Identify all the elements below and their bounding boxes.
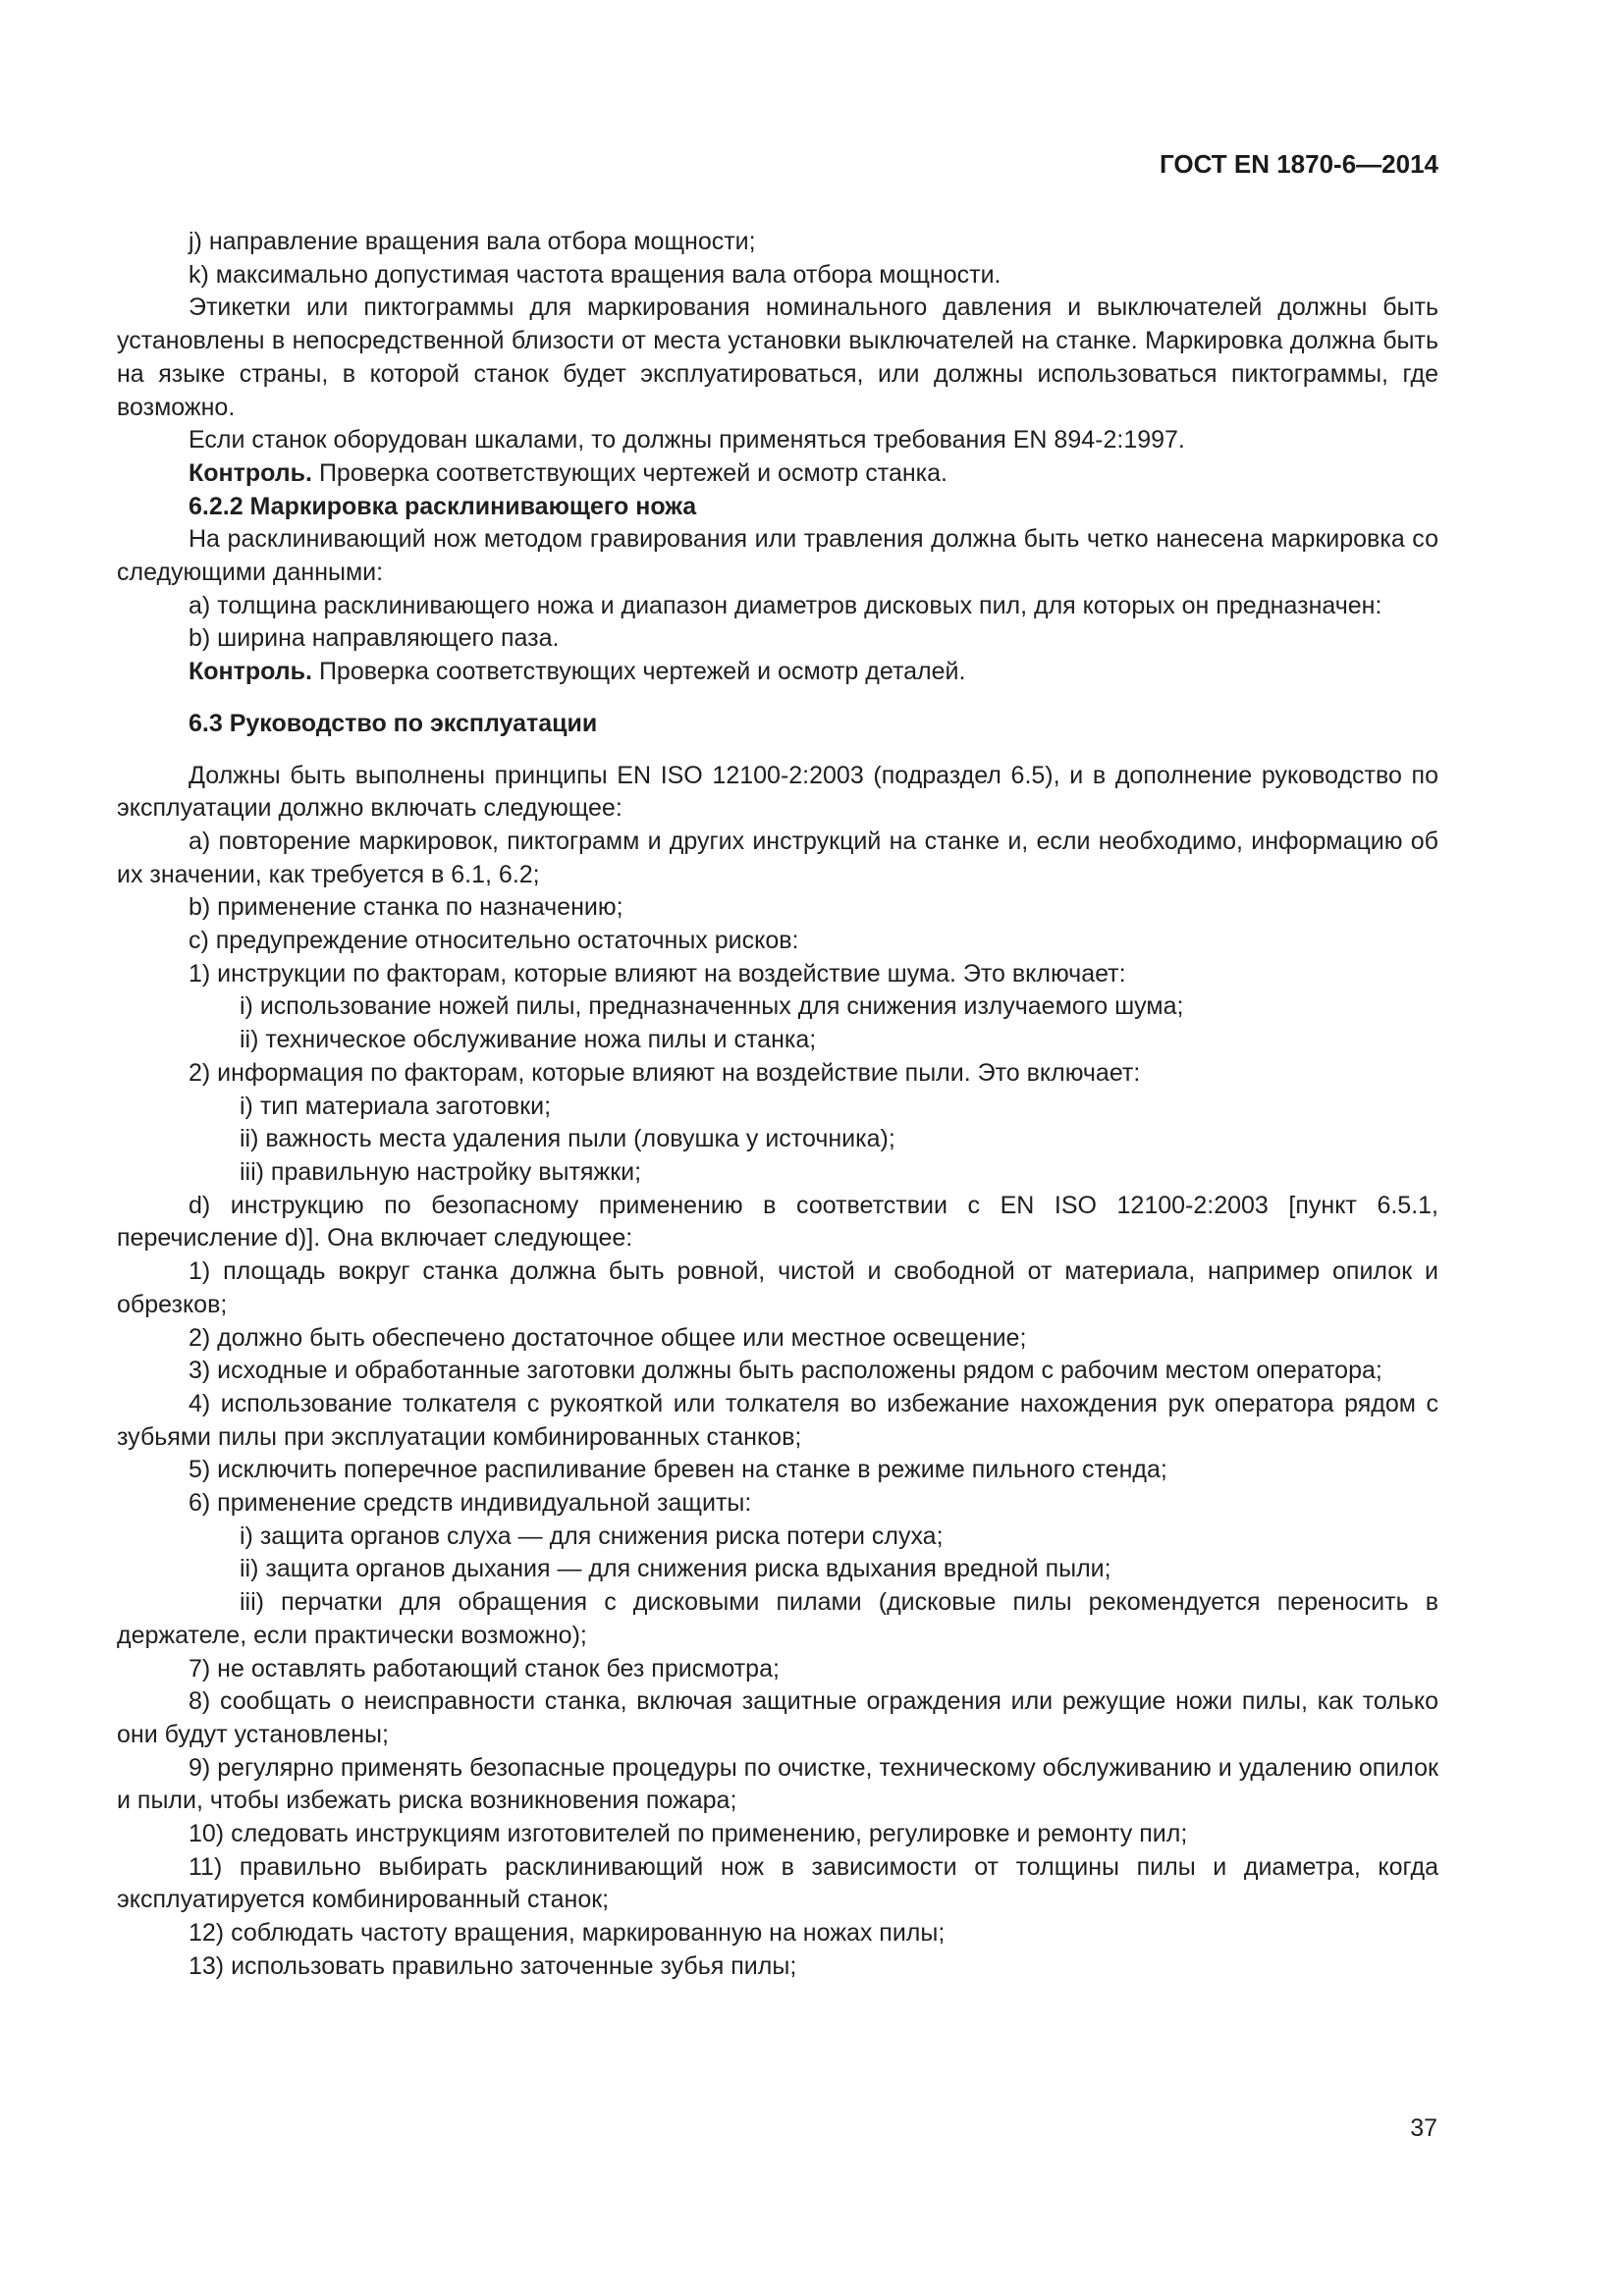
paragraph (117, 958, 1438, 991)
paragraph-text: 6) применение средств индивидуальной защиты: (189, 1489, 752, 1518)
paragraph (117, 523, 1438, 589)
paragraph (117, 708, 1438, 741)
paragraph (117, 1685, 1438, 1751)
paragraph-text: a) повторение маркировок, пиктограмм и других инструкций на станке и, если необходимо, информацию об их значении, как требуется в 6.1, 6.2; (117, 827, 1438, 888)
paragraph (117, 1388, 1438, 1454)
paragraph (117, 1255, 1438, 1321)
paragraph-text: 12) соблюдать частоту вращения, маркированную на ножах пилы; (189, 1919, 946, 1948)
paragraph (117, 1487, 1438, 1521)
paragraph-text: c) предупреждение относительно остаточных рисков: (189, 927, 799, 955)
paragraph (117, 1190, 1438, 1255)
paragraph (117, 1752, 1438, 1818)
paragraph-text: b) ширина направляющего паза. (189, 624, 560, 653)
paragraph-text: 7) не оставлять работающий станок без присмотра; (189, 1654, 780, 1682)
paragraph-text: 2) информация по факторам, которые влияют на воздействие пыли. Это включает: (189, 1058, 1141, 1087)
paragraph (117, 760, 1438, 826)
paragraph (117, 1653, 1438, 1686)
paragraph-text: b) применение станка по назначению; (189, 893, 623, 922)
paragraph (117, 656, 1438, 689)
paragraph-text: ii) защита органов дыхания — для снижения риска вдыхания вредной пыли; (240, 1555, 1111, 1583)
paragraph (117, 622, 1438, 656)
paragraph-text: Если станок оборудован шкалами, то должны применяться требования EN 894-2:1997. (189, 426, 1185, 454)
paragraph (117, 925, 1438, 958)
paragraph-text: iii) правильную настройку вытяжки; (240, 1157, 642, 1186)
paragraph-text: 6.2.2 Маркировка расклинивающего ножа (189, 492, 697, 520)
paragraph (117, 1950, 1438, 1984)
paragraph-text: 9) регулярно применять безопасные процедуры по очистке, техническому обслуживанию и удалению опилок и пыли, чтобы избежать риска возникновения пожара; (117, 1753, 1438, 1815)
paragraph-text: ii) важность места удаления пыли (ловушка у источника); (240, 1125, 895, 1153)
paragraph (117, 491, 1438, 524)
paragraph (117, 1156, 1438, 1190)
paragraph-text: iii) перчатки для обращения с дисковыми пилами (дисковые пилы рекомендуется переносить в держателе, если практически возможно); (117, 1588, 1438, 1649)
paragraph-text: i) защита органов слуха — для снижения риска потери слуха; (240, 1522, 944, 1550)
paragraph-text: Проверка соответствующих чертежей и осмотр деталей. (312, 658, 966, 686)
paragraph (117, 1057, 1438, 1091)
control-label: Контроль. (189, 458, 312, 487)
paragraph-text: ii) техническое обслуживание ножа пилы и станка; (240, 1026, 817, 1054)
paragraph-text: 4) использование толкателя с рукояткой или толкателя во избежание нахождения рук оператора рядом с зубьями пилы при эксплуатации комбинированных станков; (117, 1389, 1438, 1451)
paragraph (117, 1818, 1438, 1851)
paragraph (117, 1586, 1438, 1652)
paragraph (117, 1024, 1438, 1057)
paragraph (117, 424, 1438, 457)
paragraph (117, 1521, 1438, 1554)
paragraph (117, 1322, 1438, 1356)
paragraph-text: 1) площадь вокруг станка должна быть ровной, чистой и свободной от материала, например опилок и обрезков; (117, 1257, 1438, 1318)
paragraph-text: 1) инструкции по факторам, которые влияют на воздействие шума. Это включает: (189, 959, 1126, 988)
document-header-id: ГОСТ EN 1870-6—2014 (1160, 149, 1438, 179)
paragraph (117, 1454, 1438, 1487)
paragraph (117, 1851, 1438, 1917)
paragraph-text: Должны быть выполнены принципы EN ISO 12100-2:2003 (подраздел 6.5), и в дополнение руководство по эксплуатации должно включать следующее: (117, 761, 1438, 823)
page-number: 37 (1410, 2114, 1437, 2142)
paragraph (117, 1355, 1438, 1388)
paragraph (117, 226, 1438, 259)
paragraph (117, 891, 1438, 925)
paragraph (117, 259, 1438, 293)
paragraph-text: a) толщина расклинивающего ножа и диапазон диаметров дисковых пил, для которых он предназначен: (189, 591, 1382, 619)
paragraph-text: 2) должно быть обеспечено достаточное общее или местное освещение; (189, 1323, 1027, 1352)
paragraph (117, 990, 1438, 1024)
paragraph-text: 5) исключить поперечное распиливание бревен на станке в режиме пильного стенда; (189, 1456, 1167, 1484)
paragraph-text: 3) исходные и обработанные заготовки должны быть расположены рядом с рабочим местом оператора; (189, 1357, 1382, 1385)
paragraph (117, 1091, 1438, 1124)
paragraph-text: Этикетки или пиктограммы для маркирования номинального давления и выключателей должны быть установлены в непосредственной близости от места установки выключателей на станке. Маркировка должна быть на языке страны, в которой станок будет эксплуатироваться, или должны использоваться пиктограммы, где возможно. (117, 294, 1438, 421)
paragraph-text: k) максимально допустимая частота вращения вала отбора мощности. (189, 260, 1001, 289)
paragraph-text: d) инструкцию по безопасному применению в соответствии с EN ISO 12100-2:2003 [пункт 6.5.1, перечисление d)]. Она включает следующее: (117, 1191, 1438, 1253)
paragraph-text: 10) следовать инструкциям изготовителей по применению, регулировке и ремонту пил; (189, 1820, 1188, 1848)
paragraph (117, 826, 1438, 891)
paragraph-text: 8) сообщать о неисправности станка, включая защитные ограждения или режущие ножи пилы, как только они будут установлены; (117, 1687, 1438, 1748)
paragraph-text: На расклинивающий нож методом гравирования или травления должна быть четко нанесена маркировка со следующими данными: (117, 525, 1438, 587)
paragraph (117, 1917, 1438, 1950)
paragraph (117, 1553, 1438, 1586)
paragraph-text: j) направление вращения вала отбора мощности; (189, 228, 756, 255)
control-label: Контроль. (189, 658, 312, 686)
document-body (117, 226, 1438, 1984)
paragraph-text: 6.3 Руководство по эксплуатации (189, 709, 598, 737)
paragraph (117, 590, 1438, 623)
paragraph-text: i) использование ножей пилы, предназначенных для снижения излучаемого шума; (240, 992, 1184, 1021)
paragraph-text: i) тип материала заготовки; (240, 1092, 552, 1120)
paragraph (117, 457, 1438, 491)
paragraph-text: 13) использовать правильно заточенные зубья пилы; (189, 1951, 797, 1980)
paragraph-text: Проверка соответствующих чертежей и осмотр станка. (312, 458, 947, 487)
paragraph (117, 292, 1438, 424)
paragraph-text: 11) правильно выбирать расклинивающий нож в зависимости от толщины пилы и диаметра, когда эксплуатируется комбинированный станок; (117, 1852, 1438, 1914)
paragraph (117, 1123, 1438, 1156)
